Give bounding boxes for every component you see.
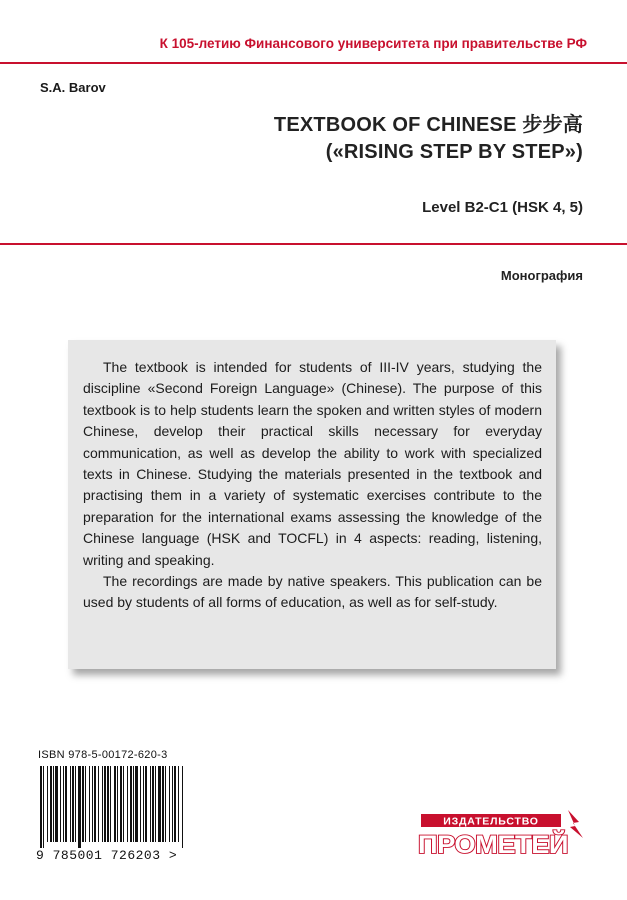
annotation-panel <box>68 340 556 669</box>
middle-divider <box>0 243 627 245</box>
annotation-paragraph-1: The textbook is intended for students of III-IV years, studying the discipline «Second Foreign Language» (Chinese). The purpose of this textbook is to help students learn the spoken and written styles of modern Chinese, develop their practical skills necessary for everyday communication, as well as develop the ability to work with specialized texts in Chinese. Studying the materials presented in the textbook and practising them in a variety of systematic exercises contribute to the preparation for the international exams assessing the knowledge of the Chinese language (HSK and TOCFL) in 4 aspects: reading, listening, writing and speaking. <box>83 359 542 568</box>
top-divider <box>0 62 627 64</box>
book-title-line-2: («RISING STEP BY STEP») <box>325 141 583 163</box>
publisher-logo-top-text: ИЗДАТЕЛЬСТВО <box>443 815 539 828</box>
publisher-logo-name: ПРОМЕТЕЙ <box>418 831 556 859</box>
publication-genre: Монография <box>500 268 583 283</box>
level-subtitle: Level B2-C1 (HSK 4, 5) <box>422 199 583 216</box>
publisher-logo <box>416 808 591 863</box>
barcode-icon <box>38 766 188 848</box>
anniversary-dedication: К 105-летию Финансового университета при правительстве РФ <box>159 36 587 51</box>
book-title-line-1: TEXTBOOK OF CHINESE 步步高 <box>273 114 583 136</box>
annotation-paragraph-2: The recordings are made by native speakers. This publication can be used by students of all forms of education, as well as for self-study. <box>83 573 542 611</box>
author-name: S.A. Barov <box>40 80 106 95</box>
barcode-digits: 9 785001 726203 > <box>36 848 178 863</box>
isbn-label: ISBN 978-5-00172-620-3 <box>38 749 168 761</box>
